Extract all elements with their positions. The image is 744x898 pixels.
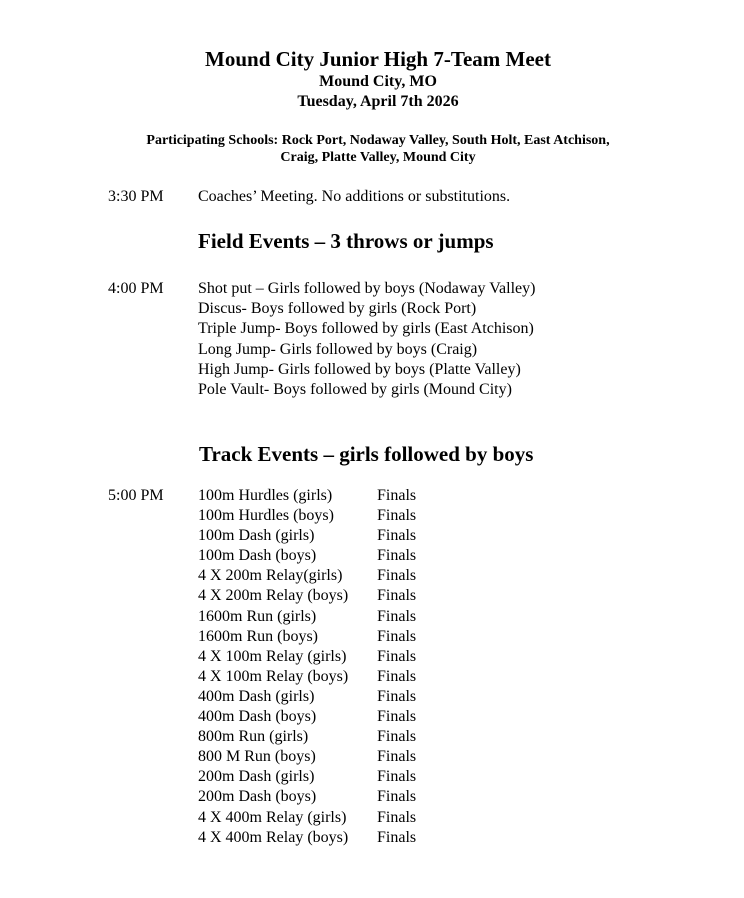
meet-date: Tuesday, April 7th 2026	[297, 93, 459, 110]
track-event-row	[198, 687, 416, 707]
track-event-row	[198, 647, 416, 667]
track-event-name: 100m Dash (boys)	[198, 547, 317, 565]
track-event-name: 400m Dash (girls)	[198, 687, 315, 705]
track-event-name: 4 X 400m Relay (boys)	[198, 828, 349, 846]
track-event-round: Finals	[377, 547, 417, 565]
track-event-name: 400m Dash (boys)	[198, 708, 317, 726]
track-event-name: 800m Run (girls)	[198, 728, 309, 746]
track-event-row	[198, 767, 416, 787]
track-event-round: Finals	[377, 587, 417, 605]
track-event-name: 4 X 200m Relay(girls)	[198, 567, 343, 585]
track-event-round: Finals	[377, 828, 417, 846]
track-events-table	[198, 486, 416, 848]
field-events-time: 4:00 PM	[108, 280, 164, 297]
participating-schools-line-1: Participating Schools: Rock Port, Nodaway Valley, South Holt, East Atchison,	[146, 133, 610, 148]
track-event-name: 800 M Run (boys)	[198, 748, 316, 766]
track-event-row	[198, 546, 416, 566]
track-event-round: Finals	[377, 687, 417, 705]
track-event-row	[198, 627, 416, 647]
track-event-name: 4 X 100m Relay (boys)	[198, 667, 349, 685]
meet-title: Mound City Junior High 7-Team Meet	[205, 47, 551, 71]
track-event-row	[198, 828, 416, 848]
track-event-round: Finals	[377, 507, 417, 525]
track-event-row	[198, 526, 416, 546]
track-event-row	[198, 787, 416, 807]
track-event-row	[198, 506, 416, 526]
track-events-time: 5:00 PM	[108, 487, 164, 504]
track-event-name: 1600m Run (girls)	[198, 607, 317, 625]
track-event-name: 4 X 100m Relay (girls)	[198, 647, 347, 665]
track-event-round: Finals	[377, 728, 417, 746]
field-events-heading: Field Events – 3 throws or jumps	[198, 229, 494, 253]
track-event-round: Finals	[377, 808, 417, 826]
track-event-row	[198, 586, 416, 606]
track-event-round: Finals	[377, 788, 417, 806]
track-event-row	[198, 607, 416, 627]
track-event-name: 100m Hurdles (boys)	[198, 507, 334, 525]
track-event-round: Finals	[377, 607, 417, 625]
field-event-item: Shot put – Girls followed by boys (Nodaway Valley)	[198, 280, 536, 297]
track-event-round: Finals	[377, 667, 417, 685]
track-event-name: 200m Dash (boys)	[198, 788, 317, 806]
field-event-item: Triple Jump- Boys followed by girls (East Atchison)	[198, 320, 534, 338]
field-event-item: Long Jump- Girls followed by boys (Craig)	[198, 340, 478, 358]
track-event-name: 100m Hurdles (girls)	[198, 487, 333, 504]
track-event-round: Finals	[377, 567, 417, 585]
track-event-round: Finals	[377, 527, 417, 545]
track-event-round: Finals	[377, 708, 417, 726]
track-event-round: Finals	[377, 487, 417, 504]
meet-location: Mound City, MO	[319, 73, 437, 90]
field-event-item: Pole Vault- Boys followed by girls (Mound City)	[198, 381, 512, 399]
track-event-row	[198, 747, 416, 767]
coaches-meeting-text: Coaches’ Meeting. No additions or substitutions.	[198, 188, 511, 205]
track-event-row	[198, 707, 416, 727]
track-event-row	[198, 808, 416, 828]
track-event-name: 100m Dash (girls)	[198, 527, 315, 545]
field-event-item: High Jump- Girls followed by boys (Platte Valley)	[198, 360, 521, 378]
field-event-item: Discus- Boys followed by girls (Rock Port)	[198, 300, 477, 318]
track-event-name: 4 X 400m Relay (girls)	[198, 808, 347, 826]
track-event-round: Finals	[377, 768, 417, 786]
track-event-row	[198, 667, 416, 687]
track-event-row	[198, 566, 416, 586]
track-event-row	[198, 486, 416, 506]
field-events-list	[198, 279, 535, 400]
track-events-heading: Track Events – girls followed by boys	[199, 442, 534, 466]
coaches-meeting-time: 3:30 PM	[108, 188, 164, 205]
track-event-name: 200m Dash (girls)	[198, 768, 315, 786]
track-event-round: Finals	[377, 627, 417, 645]
track-event-name: 1600m Run (boys)	[198, 627, 318, 645]
track-event-name: 4 X 200m Relay (boys)	[198, 587, 349, 605]
track-event-row	[198, 727, 416, 747]
participating-schools-line-2: Craig, Platte Valley, Mound City	[280, 150, 476, 165]
track-event-round: Finals	[377, 748, 417, 766]
track-event-round: Finals	[377, 647, 417, 665]
